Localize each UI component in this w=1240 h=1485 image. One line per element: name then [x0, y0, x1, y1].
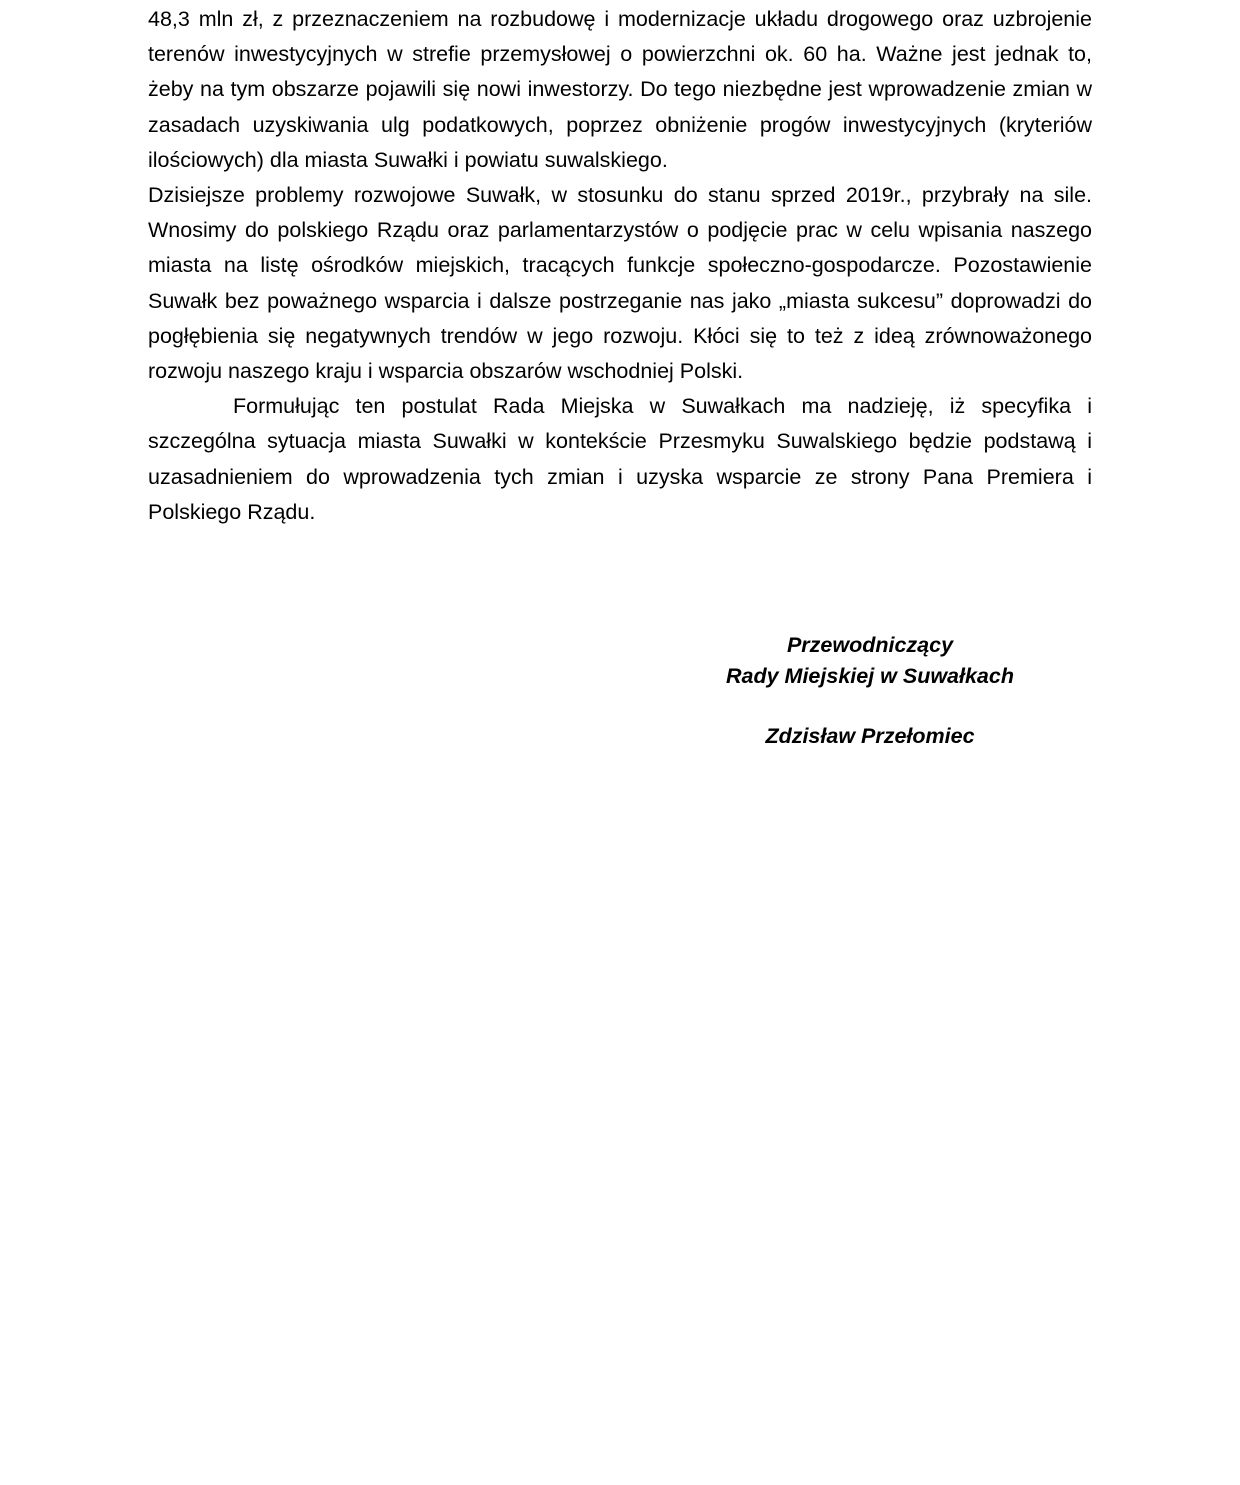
paragraph-development-problems: Dzisiejsze problemy rozwojowe Suwałk, w stosunku do stanu sprzed 2019r., przybrały na sile. Wnosimy do polskiego Rządu oraz parlamentarzystów o podjęcie prac w celu wpisania naszego miasta na listę ośrodków miejskich, tracących funkcje społeczno-gospodarcze. Pozostawienie Suwałk bez poważnego wsparcia i dalsze postrzeganie nas jako „miasta sukcesu” doprowadzi do pogłębienia się negatywnych trendów w jego rozwoju. Kłóci się to też z ideą zrównoważonego rozwoju naszego kraju i wsparcia obszarów wschodniej Polski.	[148, 183, 1092, 384]
signature-name: Zdzisław Przełomiec	[765, 724, 975, 748]
signature-block	[700, 630, 1040, 752]
signature-title-line2: Rady Miejskiej w Suwałkach	[726, 664, 1014, 688]
signature-title-line1: Przewodniczący	[786, 633, 954, 657]
body-text	[148, 2, 1092, 530]
paragraph-postulate: Formułując ten postulat Rada Miejska w Suwałkach ma nadzieję, iż specyfika i szczególna sytuacja miasta Suwałki w kontekście Przesmyku Suwalskiego będzie podstawą i uzasadnieniem do wprowadzenia tych zmian i uzyska wsparcie ze strony Pana Premiera i Polskiego Rządu.	[148, 394, 1092, 524]
paragraph-investment: 48,3 mln zł, z przeznaczeniem na rozbudowę i modernizacje układu drogowego oraz uzbrojenie terenów inwestycyjnych w strefie przemysłowej o powierzchni ok. 60 ha. Ważne jest jednak to, żeby na tym obszarze pojawili się nowi inwestorzy. Do tego niezbędne jest wprowadzenie zmian w zasadach uzyskiwania ulg podatkowych, poprzez obniżenie progów inwestycyjnych (kryteriów ilościowych) dla miasta Suwałki i powiatu suwalskiego.	[148, 7, 1092, 172]
